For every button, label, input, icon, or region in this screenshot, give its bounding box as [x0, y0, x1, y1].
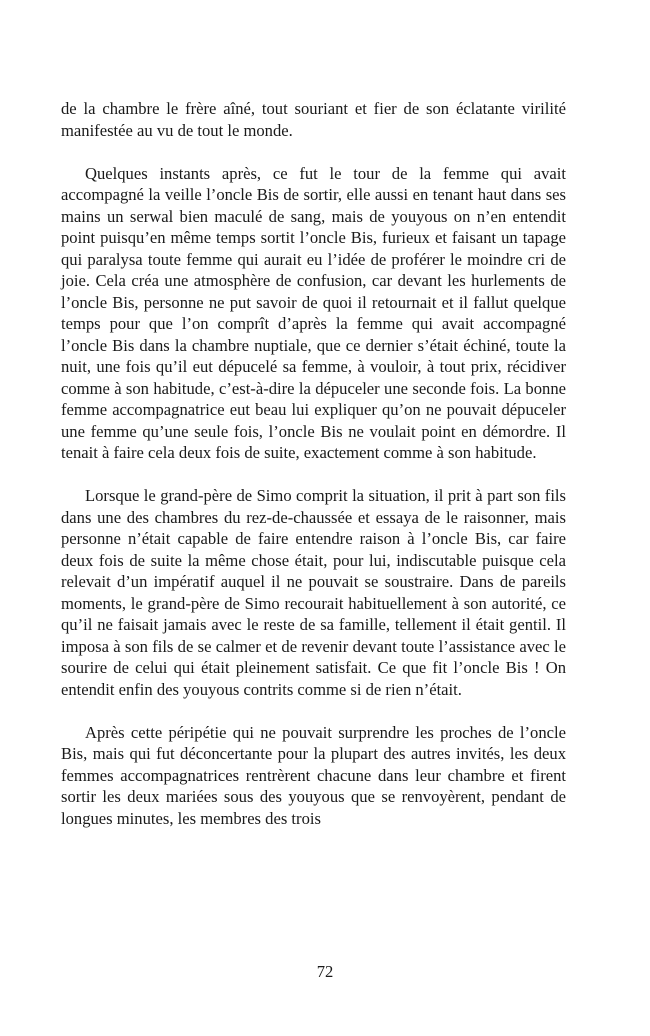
body-text: [61, 98, 566, 851]
paragraph-continuation: de la chambre le frère aîné, tout souriant et fier de son éclatante virilité manifestée au vu de tout le monde.: [61, 99, 566, 140]
paragraph: Lorsque le grand-père de Simo comprit la situation, il prit à part son fils dans une des chambres du rez-de-chaussée et essaya de le raisonner, mais personne n’était capable de faire entendre raison à l’oncle Bis, car faire deux fois de suite la même chose était, pour lui, indiscutable puisque cela relevait d’un impératif auquel il ne pouvait se soustraire. Dans de pareils moments, le grand-père de Simo recourait habituellement à son autorité, ce qu’il ne faisait jamais avec le reste de sa famille, tellement il était gentil. Il imposa à son fils de se calmer et de revenir devant toute l’assistance avec le sourire de celui qui était pleinement satisfait. Ce que fit l’oncle Bis ! On entendit enfin des youyous contrits comme si de rien n’était.: [61, 486, 566, 699]
paragraph: Quelques instants après, ce fut le tour de la femme qui avait accompagné la veille l’oncle Bis de sortir, elle aussi en tenant haut dans ses mains un serwal bien maculé de sang, mais de youyous on n’en entendit point puisqu’en même temps sortit l’oncle Bis, furieux et faisant un tapage qui paralysa toute femme qui aurait eu l’idée de proférer le moindre cri de joie. Cela créa une atmosphère de confusion, car devant les hurlements de l’oncle Bis, personne ne put savoir de quoi il retournait et il fallut quelque temps pour que l’on comprît d’après la femme qui avait accompagné l’oncle Bis dans la chambre nuptiale, que ce dernier s’était échiné, toute la nuit, une fois qu’il eut dépucelé sa femme, à vouloir, à tout prix, récidiver comme à son habitude, c’est-à-dire la dépuceler une seconde fois. La bonne femme accompagnatrice eut beau lui expliquer qu’on ne pouvait dépuceler une femme qu’une seule fois, l’oncle Bis ne voulait point en démordre. Il tenait à faire cela deux fois de suite, exactement comme à son habitude.: [61, 163, 566, 462]
paragraph: Après cette péripétie qui ne pouvait surprendre les proches de l’oncle Bis, mais qui fut déconcertante pour la plupart des autres invités, les deux femmes accompagnatrices rentrèrent chacune dans leur chambre et firent sortir les deux mariées sous des youyous que se renvoyèrent, pendant de longues minutes, les membres des trois: [61, 722, 566, 828]
page-number: 72: [316, 962, 334, 981]
